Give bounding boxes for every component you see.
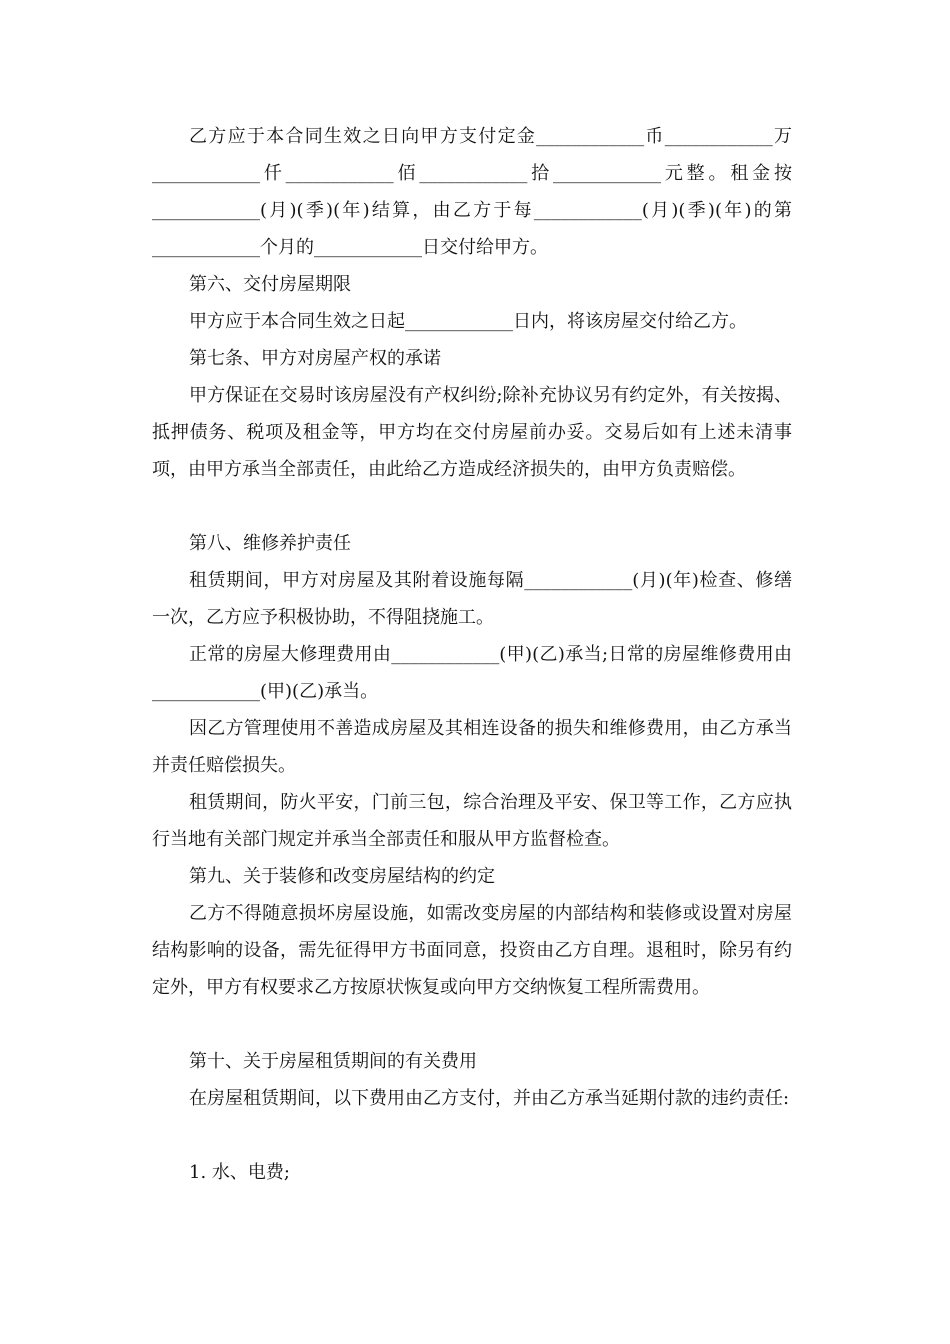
heading-article-7: 第七条、甲方对房屋产权的承诺 xyxy=(189,348,441,369)
paragraph-renovation: 乙方不得随意损坏房屋设施，如需改变房屋的内部结构和装修或设置对房屋结构影响的设备，需先征得甲方书面同意，投资由乙方自理。退租时，除另有约定外，甲方有权要求乙方按原状恢复或向甲方交纳恢复工程所需费用。 xyxy=(152,903,792,998)
heading-article-10: 第十、关于房屋租赁期间的有关费用 xyxy=(189,1051,477,1072)
paragraph-fees-intro: 在房屋租赁期间，以下费用由乙方支付，并由乙方承当延期付款的违约责任: xyxy=(189,1088,790,1109)
paragraph-delivery-period: 甲方应于本合同生效之日起____________日内，将该房屋交付给乙方。 xyxy=(189,311,747,332)
heading-article-8: 第八、维修养护责任 xyxy=(189,533,351,554)
paragraph-inspection: 租赁期间，甲方对房屋及其附着设施每隔____________(月)(年)检查、修缮一次，乙方应予积极协助，不得阻挠施工。 xyxy=(152,570,792,628)
heading-article-9: 第九、关于装修和改变房屋结构的约定 xyxy=(189,866,495,887)
paragraph-title-promise: 甲方保证在交易时该房屋没有产权纠纷;除补充协议另有约定外，有关按揭、抵押债务、税项及租金等，甲方均在交付房屋前办妥。交易后如有上述未清事项，由甲方承当全部责任，由此给乙方造成经济损失的，由甲方负责赔偿。 xyxy=(152,385,792,480)
list-item-water-electricity: 1. 水、电费; xyxy=(189,1162,290,1183)
paragraph-damage-liability: 因乙方管理使用不善造成房屋及其相连设备的损失和维修费用，由乙方承当并责任赔偿损失。 xyxy=(152,718,792,776)
paragraph-deposit-rent: 乙方应于本合同生效之日向甲方支付定金____________币____________万____________仟____________佰____________拾____________元整。租金按____________(月)(季)(年)结算，由乙方于每____________(月)(季)(年)的第____________个月的____________日交付给甲方。 xyxy=(152,126,792,258)
heading-article-6: 第六、交付房屋期限 xyxy=(189,274,351,295)
paragraph-repair-costs: 正常的房屋大修理费用由____________(甲)(乙)承当;日常的房屋维修费用由____________(甲)(乙)承当。 xyxy=(152,644,792,702)
paragraph-safety-duties: 租赁期间，防火平安，门前三包，综合治理及平安、保卫等工作，乙方应执行当地有关部门规定并承当全部责任和服从甲方监督检查。 xyxy=(152,792,792,850)
